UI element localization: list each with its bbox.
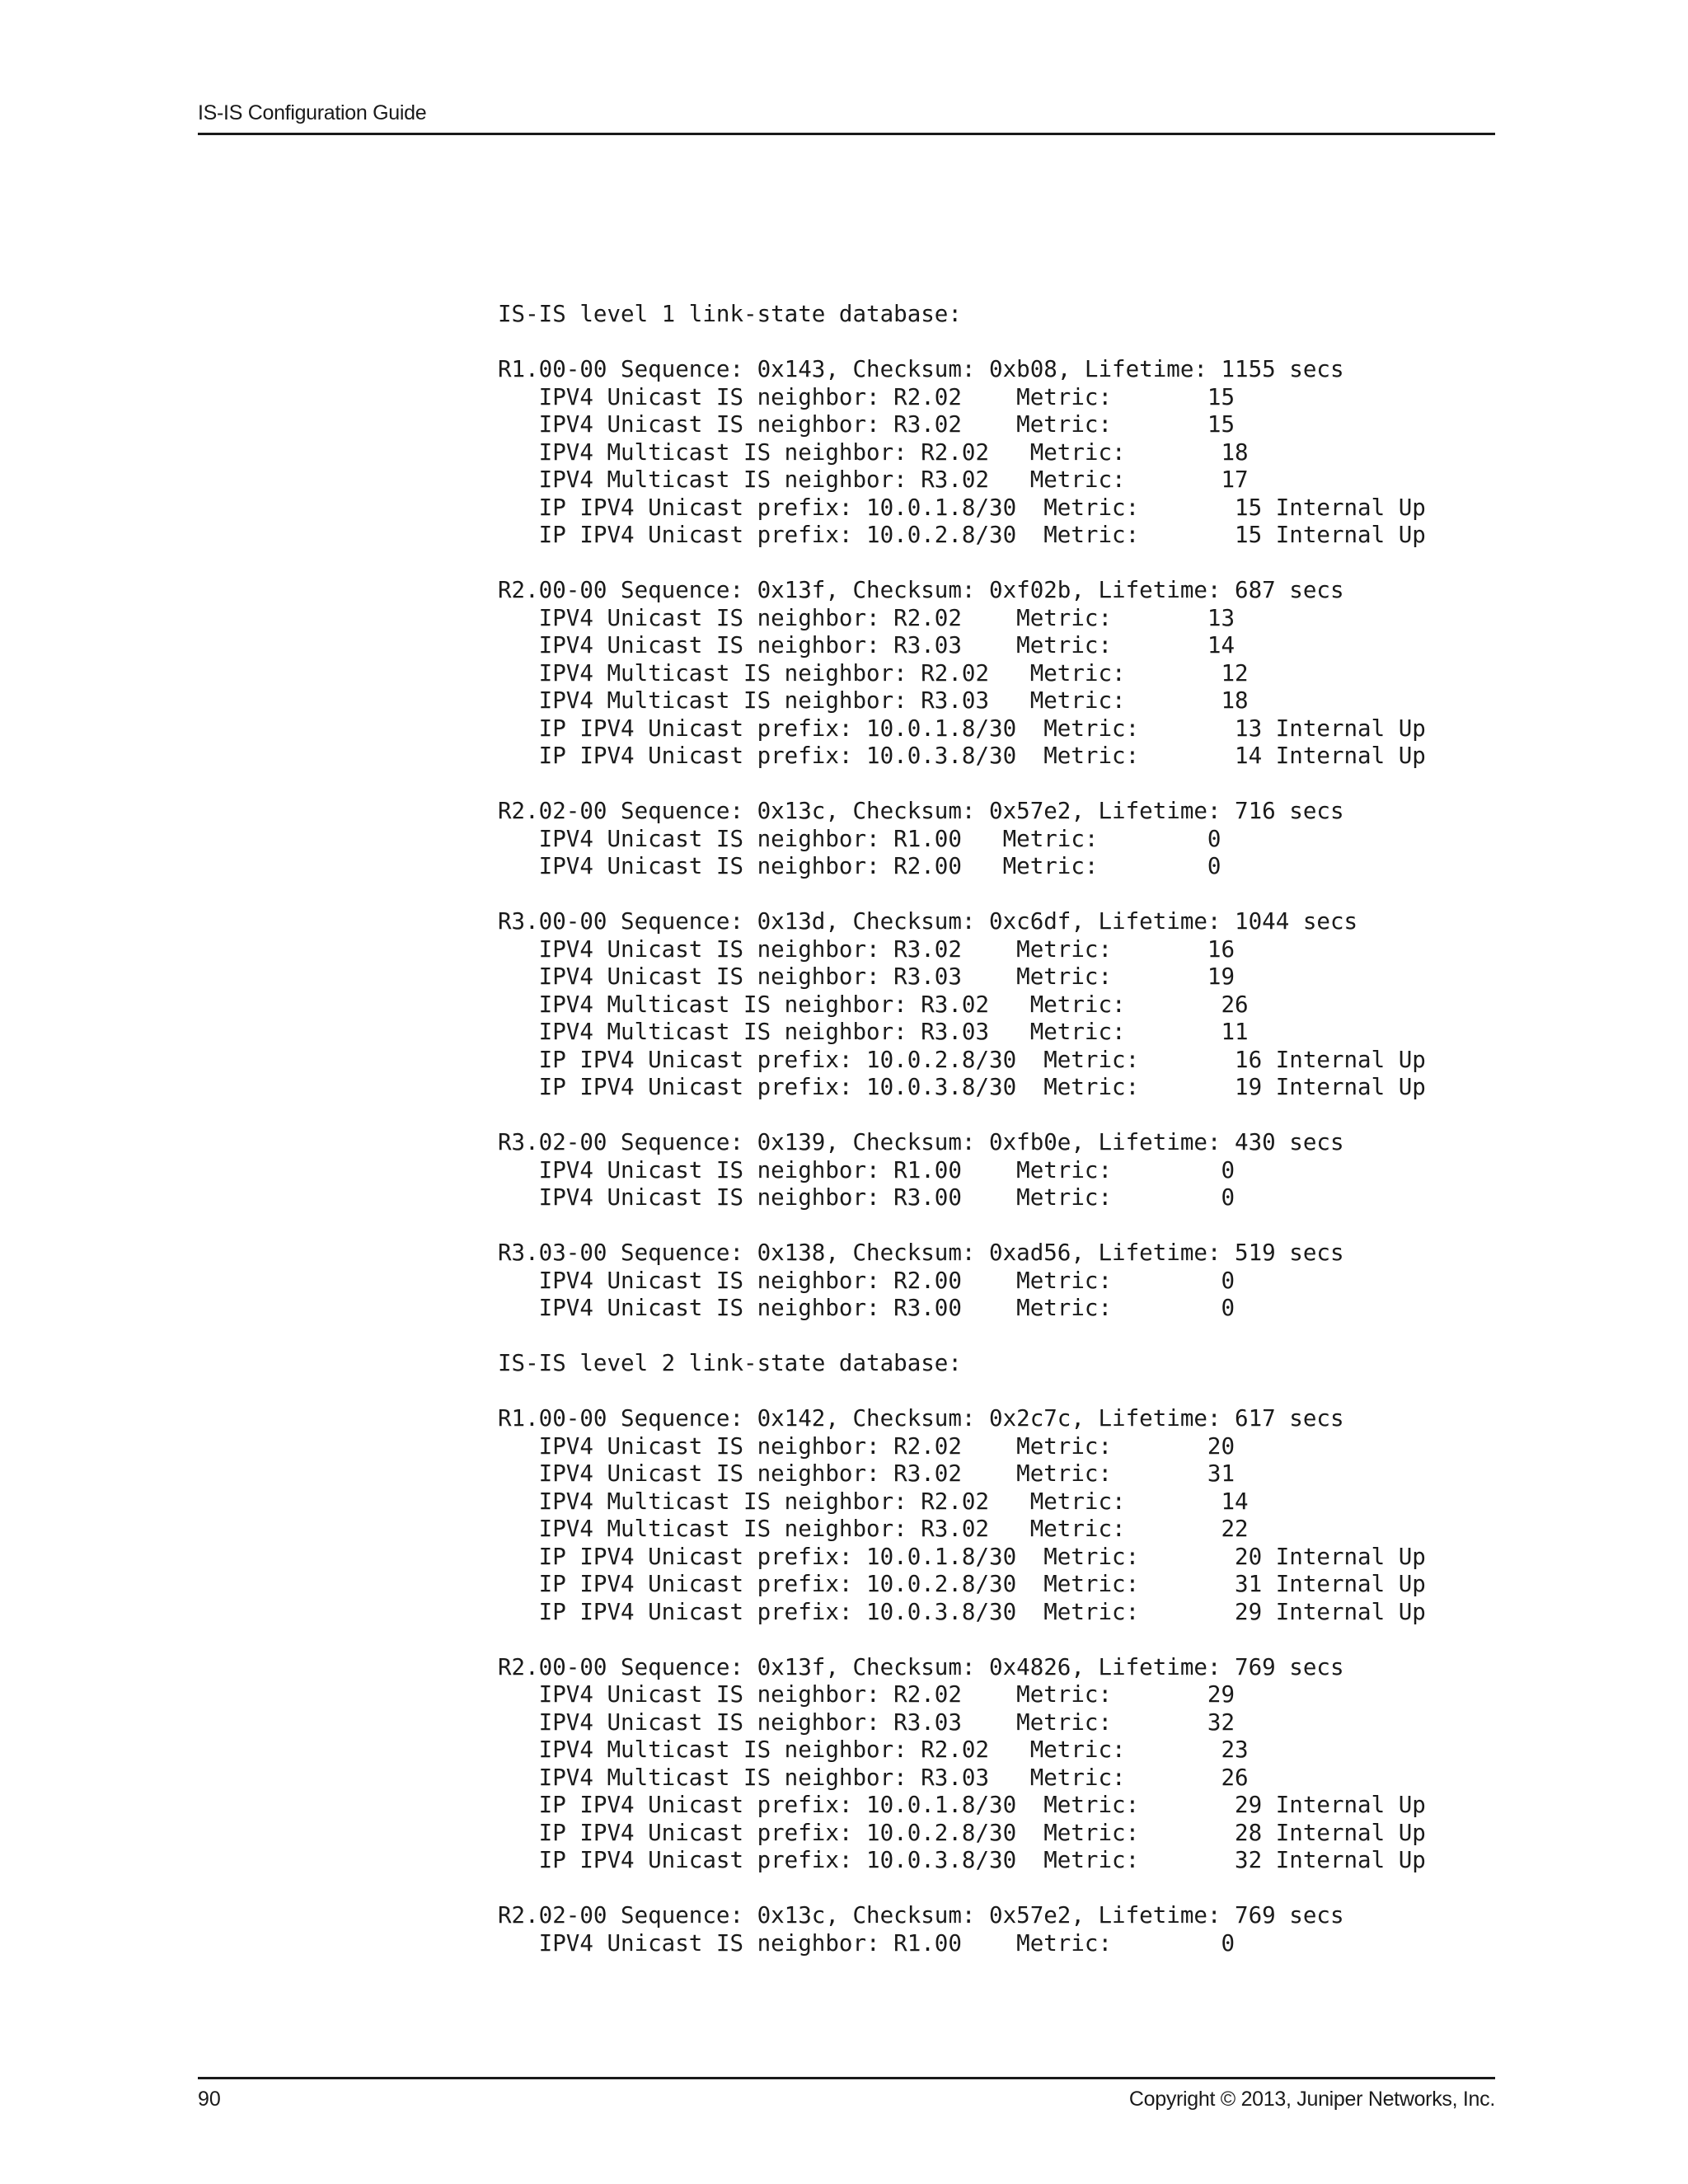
code-line: IPV4 Multicast IS neighbor: R3.02 Metric: 26 xyxy=(498,991,1249,1018)
code-line: R3.03-00 Sequence: 0x138, Checksum: 0xad56, Lifetime: 519 secs xyxy=(498,1240,1344,1266)
code-line: IP IPV4 Unicast prefix: 10.0.1.8/30 Metric: 13 Internal Up xyxy=(498,715,1426,742)
code-line: IP IPV4 Unicast prefix: 10.0.3.8/30 Metric: 32 Internal Up xyxy=(498,1847,1426,1873)
code-line: IPV4 Unicast IS neighbor: R3.00 Metric: 0 xyxy=(498,1295,1236,1321)
code-line: IPV4 Unicast IS neighbor: R2.00 Metric: 0 xyxy=(498,1267,1236,1294)
code-line: IPV4 Multicast IS neighbor: R2.02 Metric: 14 xyxy=(498,1488,1249,1515)
code-line: IP IPV4 Unicast prefix: 10.0.1.8/30 Metric: 29 Internal Up xyxy=(498,1792,1426,1818)
code-line: IPV4 Unicast IS neighbor: R2.02 Metric: 20 xyxy=(498,1432,1236,1460)
code-line: IPV4 Multicast IS neighbor: R3.03 Metric: 18 xyxy=(498,687,1249,714)
code-line: IP IPV4 Unicast prefix: 10.0.2.8/30 Metric: 16 Internal Up xyxy=(498,1046,1426,1073)
code-line: IPV4 Unicast IS neighbor: R3.02 Metric: 15 xyxy=(498,411,1236,438)
code-block xyxy=(498,301,1426,1957)
code-line: IPV4 Unicast IS neighbor: R2.00 Metric: 0 xyxy=(498,853,1221,879)
code-line: IPV4 Multicast IS neighbor: R2.02 Metric: 18 xyxy=(498,438,1249,466)
code-line: IP IPV4 Unicast prefix: 10.0.2.8/30 Metric: 15 Internal Up xyxy=(498,522,1426,548)
page-number: 90 xyxy=(198,2088,221,2111)
code-line: R2.00-00 Sequence: 0x13f, Checksum: 0x4826, Lifetime: 769 secs xyxy=(498,1653,1344,1680)
code-line: IPV4 Multicast IS neighbor: R3.03 Metric: 11 xyxy=(498,1019,1249,1045)
code-line: IPV4 Multicast IS neighbor: R3.02 Metric: 22 xyxy=(498,1516,1249,1542)
running-header: IS-IS Configuration Guide xyxy=(198,101,427,124)
code-blank-line xyxy=(498,1378,1426,1406)
code-line: IPV4 Multicast IS neighbor: R3.03 Metric: 26 xyxy=(498,1764,1249,1791)
code-line: IPV4 Unicast IS neighbor: R1.00 Metric: 0 xyxy=(498,1156,1236,1183)
footer-rule xyxy=(198,2077,1495,2079)
code-line: R1.00-00 Sequence: 0x143, Checksum: 0xb08, Lifetime: 1155 secs xyxy=(498,356,1344,382)
code-line: IPV4 Unicast IS neighbor: R3.02 Metric: 31 xyxy=(498,1460,1236,1487)
code-blank-line xyxy=(498,881,1426,909)
code-blank-line xyxy=(498,1102,1426,1130)
code-line: R3.00-00 Sequence: 0x13d, Checksum: 0xc6df, Lifetime: 1044 secs xyxy=(498,908,1358,935)
code-line: IPV4 Multicast IS neighbor: R3.02 Metric: 17 xyxy=(498,466,1249,493)
copyright: Copyright © 2013, Juniper Networks, Inc. xyxy=(1128,2088,1495,2111)
code-line: IS-IS level 1 link-state database: xyxy=(498,301,962,327)
code-line: IP IPV4 Unicast prefix: 10.0.3.8/30 Metric: 29 Internal Up xyxy=(498,1598,1426,1625)
code-line: IP IPV4 Unicast prefix: 10.0.3.8/30 Metric: 14 Internal Up xyxy=(498,743,1426,769)
code-line: R2.00-00 Sequence: 0x13f, Checksum: 0xf02b, Lifetime: 687 secs xyxy=(498,577,1344,603)
code-line: IS-IS level 2 link-state database: xyxy=(498,1350,962,1376)
code-line: IP IPV4 Unicast prefix: 10.0.2.8/30 Metric: 28 Internal Up xyxy=(498,1819,1426,1846)
code-blank-line xyxy=(498,771,1426,799)
code-blank-line xyxy=(498,329,1426,357)
code-line: IPV4 Unicast IS neighbor: R2.02 Metric: 29 xyxy=(498,1681,1236,1708)
code-line: IP IPV4 Unicast prefix: 10.0.1.8/30 Metric: 15 Internal Up xyxy=(498,494,1426,521)
header-rule xyxy=(198,133,1495,135)
code-line: IPV4 Unicast IS neighbor: R2.02 Metric: 15 xyxy=(498,383,1236,410)
code-line: IPV4 Unicast IS neighbor: R3.03 Metric: 14 xyxy=(498,632,1236,658)
code-line: IPV4 Unicast IS neighbor: R3.00 Metric: 0 xyxy=(498,1184,1236,1211)
code-line: IPV4 Unicast IS neighbor: R1.00 Metric: 0 xyxy=(498,1929,1236,1957)
code-line: IPV4 Unicast IS neighbor: R3.03 Metric: 19 xyxy=(498,963,1236,990)
code-blank-line xyxy=(498,1323,1426,1351)
code-line: IPV4 Unicast IS neighbor: R3.03 Metric: 32 xyxy=(498,1708,1236,1736)
code-line: IPV4 Multicast IS neighbor: R2.02 Metric: 12 xyxy=(498,659,1249,687)
code-line: R1.00-00 Sequence: 0x142, Checksum: 0x2c7c, Lifetime: 617 secs xyxy=(498,1405,1344,1432)
code-blank-line xyxy=(498,1212,1426,1240)
code-line: IPV4 Unicast IS neighbor: R1.00 Metric: 0 xyxy=(498,825,1221,852)
code-line: IPV4 Unicast IS neighbor: R3.02 Metric: 16 xyxy=(498,935,1236,963)
code-line: R3.02-00 Sequence: 0x139, Checksum: 0xfb0e, Lifetime: 430 secs xyxy=(498,1129,1344,1155)
code-line: R2.02-00 Sequence: 0x13c, Checksum: 0x57e2, Lifetime: 716 secs xyxy=(498,798,1344,824)
code-blank-line xyxy=(498,550,1426,578)
code-blank-line xyxy=(498,1875,1426,1903)
code-line: IPV4 Unicast IS neighbor: R2.02 Metric: 13 xyxy=(498,604,1236,631)
code-line: R2.02-00 Sequence: 0x13c, Checksum: 0x57e2, Lifetime: 769 secs xyxy=(498,1902,1344,1929)
code-line: IPV4 Multicast IS neighbor: R2.02 Metric: 23 xyxy=(498,1736,1249,1763)
code-blank-line xyxy=(498,1626,1426,1654)
code-line: IP IPV4 Unicast prefix: 10.0.1.8/30 Metric: 20 Internal Up xyxy=(498,1543,1426,1570)
code-line: IP IPV4 Unicast prefix: 10.0.2.8/30 Metric: 31 Internal Up xyxy=(498,1571,1426,1597)
code-line: IP IPV4 Unicast prefix: 10.0.3.8/30 Metric: 19 Internal Up xyxy=(498,1074,1426,1100)
